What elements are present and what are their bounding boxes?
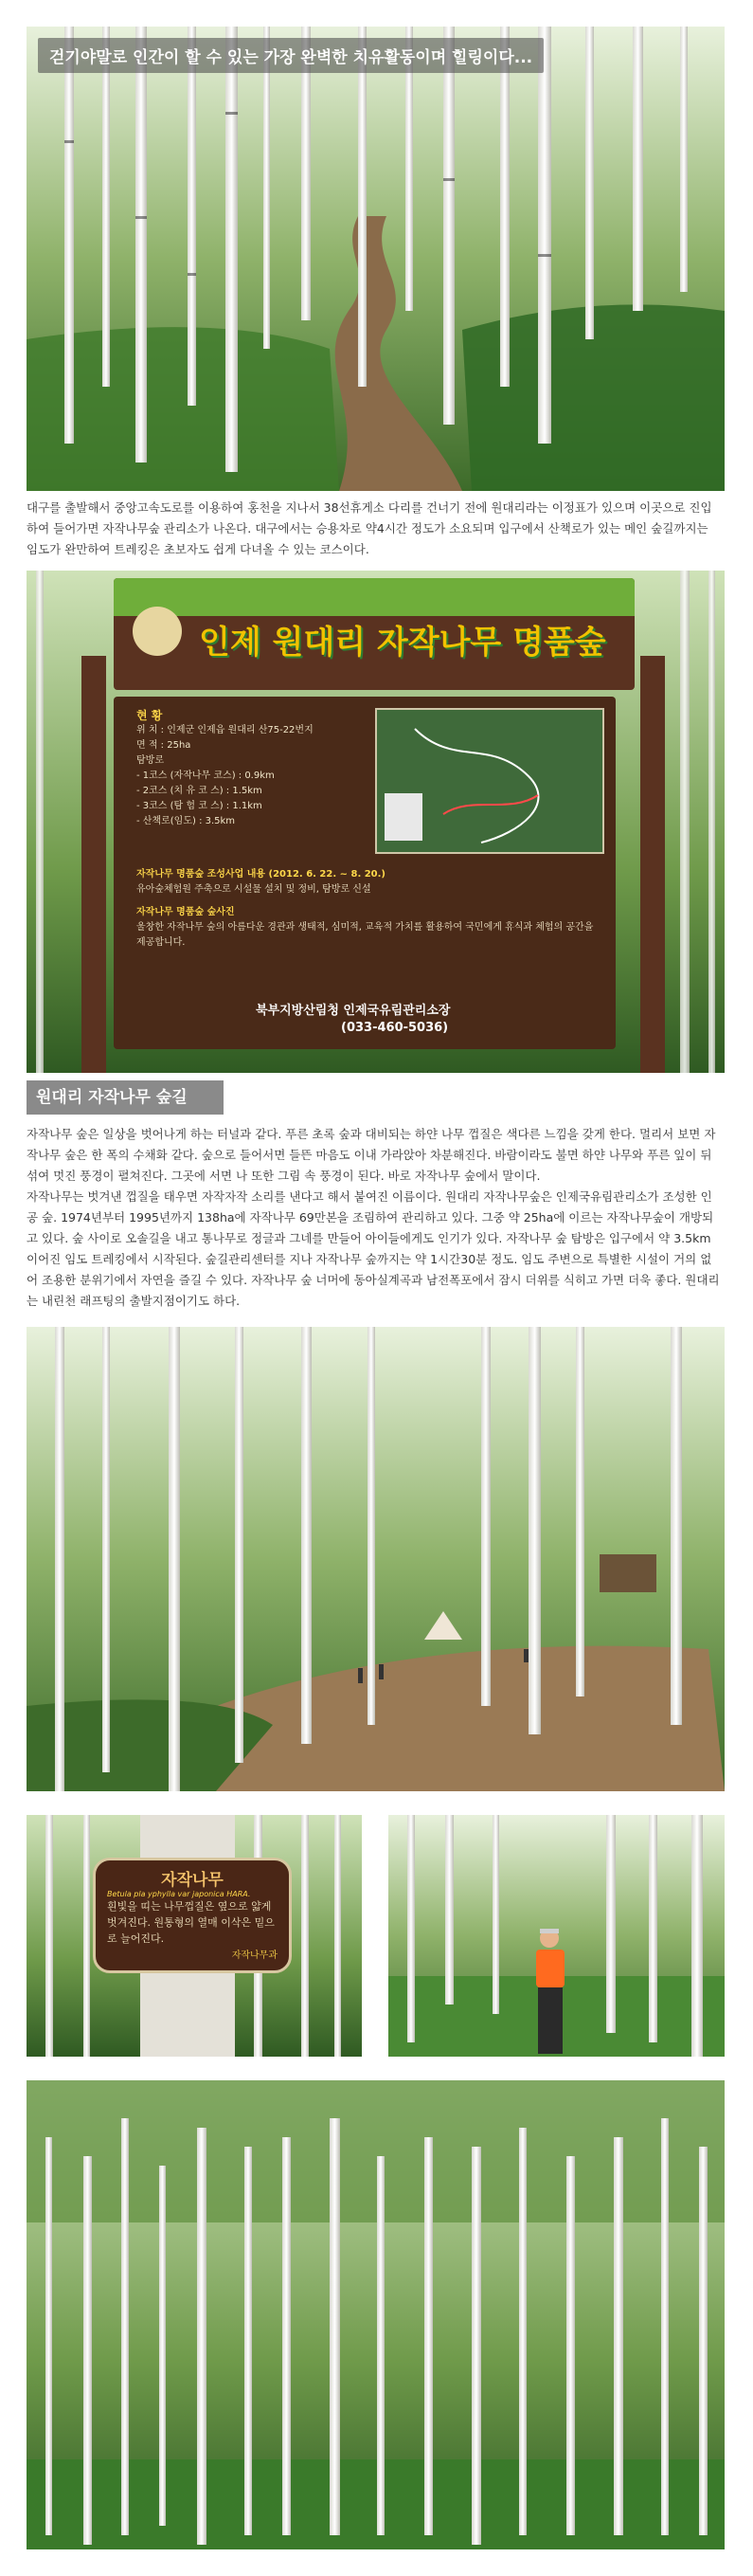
plaque-title: 자작나무: [161, 1871, 224, 1890]
sign-board: [114, 697, 616, 1049]
sign-intro-heading: 자작나무 명품숲 숲사진: [136, 907, 235, 917]
section-paragraph-1: 자작나무 숲은 일상을 벗어나게 하는 터널과 같다. 푸른 초록 숲과 대비되는 하얀 나무 껍질은 색다른 느낌을 갖게 한다. 멀리서 보면 자작나무 숲은 한 폭의 수채화 같다. 숲으로 들어서면 들뜬 마음도 이내 가라앉아 차분해진다. 바람이라도 불면 하얀 나무와 푸른 잎이 뒤섞여 멋진 풍경이 펼쳐진다. 그곳에 서면 나 또한 그림 속 풍경이 된다. 바로 자작나무 숲에서 말이다.: [27, 1127, 716, 1183]
sign-item: - 1코스 (자작나무 코스) : 0.9km: [136, 771, 275, 781]
hero-caption: 걷기야말로 인간이 할 수 있는 가장 완벽한 치유활동이며 힐링이다...: [38, 38, 544, 73]
sign-item: - 3코스 (탐 험 코 스) : 1.1km: [136, 801, 262, 811]
section-heading: 원대리 자작나무 숲길: [27, 1080, 224, 1115]
plaque-photo: [27, 1815, 362, 2057]
sign-item: 면 적 : 25ha: [136, 740, 191, 751]
sign-footer: 북부지방산림청 인제국유림관리소장: [256, 1004, 451, 1018]
sign-grass-strip: [114, 578, 635, 616]
sign-item: 위 치 : 인제군 인제읍 원대리 산75-22번지: [136, 725, 314, 735]
intro-paragraph: 대구를 출발해서 중앙고속도로를 이용하여 홍천을 지나서 38선휴게소 다리를 건너기 전에 원대리라는 이정표가 있으며 이곳으로 진입하여 들어가면 자작나무숲 관리소가 나온다. 대구에서는 승용차로 약4시간 정도가 소요되며 입구에서 산책로가 있는 메인 숲길까지는 임도가 완만하여 트레킹은 초보자도 쉽게 다녀올 수 있는 코스이다.: [27, 500, 712, 556]
hiker-photo: [388, 1815, 725, 2057]
hero-forest-photo: [27, 27, 725, 491]
sign-item: 탐방로: [136, 755, 164, 766]
plaque-family: 자작나무과: [231, 1950, 278, 1961]
plaque-board: [93, 1858, 292, 1973]
section-paragraph-2: 자작나무는 벗겨낸 껍질을 태우면 자작자작 소리를 낸다고 해서 붙여진 이름이다. 원대리 자작나무숲은 인제국유림관리소가 조성한 인공 숲. 1974년부터 1995년까지 138ha에 자작나무 69만본을 조림하여 관리하고 있다. 그중 약 25ha에 이르는 자작나무숲이 개방되고 있다. 숲 사이로 오솔길을 내고 통나무로 정글과 그네를 만들어 아이들에게도 인기가 있다. 자작나무 숲 탐방은 입구에서 약 3.5km 이어진 임도 트레킹에서 시작된다. 숲길관리센터를 지나 자작나무 숲까지는 약 1시간30분 정도. 임도 주변으로 특별한 시설이 거의 없어 조용한 분위기에서 자연을 즐길 수 있다. 자작나무 숲 너머에 동아실계곡과 남전폭포에서 잠시 더위를 식히고 가면 더욱 좋다. 원대리는 내린천 래프팅의 출발지점이기도 하다.: [27, 1189, 720, 1308]
plaque-text: 흰빛을 띠는 나무껍질은 옆으로 얇게 벗겨진다. 원통형의 열매 이삭은 밑으로 늘어진다.: [107, 1900, 275, 1945]
sign-intro-text: 울창한 자작나무 숲의 아름다운 경관과 생태적, 심미적, 교육적 가치를 활용하여 국민에게 휴식과 체험의 공간을 제공합니다.: [136, 922, 594, 948]
birch-grove-photo: [27, 2080, 725, 2549]
sign-item: - 산책로(임도) : 3.5km: [136, 816, 236, 826]
tree-logo-icon: [133, 607, 182, 656]
sign-project-heading: 자작나무 명품숲 조성사업 내용 (2012. 6. 22. ~ 8. 20.): [136, 869, 386, 880]
sign-title: 인제 원대리 자작나무 명품숲: [199, 624, 606, 662]
sign-item: - 2코스 (치 유 코 스) : 1.5km: [136, 786, 262, 796]
sign-project-section: [136, 867, 601, 951]
plaque-latin: Betula pla yphylla var japonica HARA.: [107, 1890, 251, 1898]
sign-phone: (033-460-5036): [341, 1021, 449, 1035]
sign-status-heading: 현 황: [136, 709, 163, 722]
sign-status-section: [136, 708, 392, 829]
forest-clearing-photo: [27, 1327, 725, 1791]
trail-map: [375, 708, 604, 854]
sign-header: [114, 578, 635, 690]
sign-project-text: 유아숲체험원 주축으로 시설물 설치 및 정비, 탐방로 신설: [136, 884, 371, 895]
